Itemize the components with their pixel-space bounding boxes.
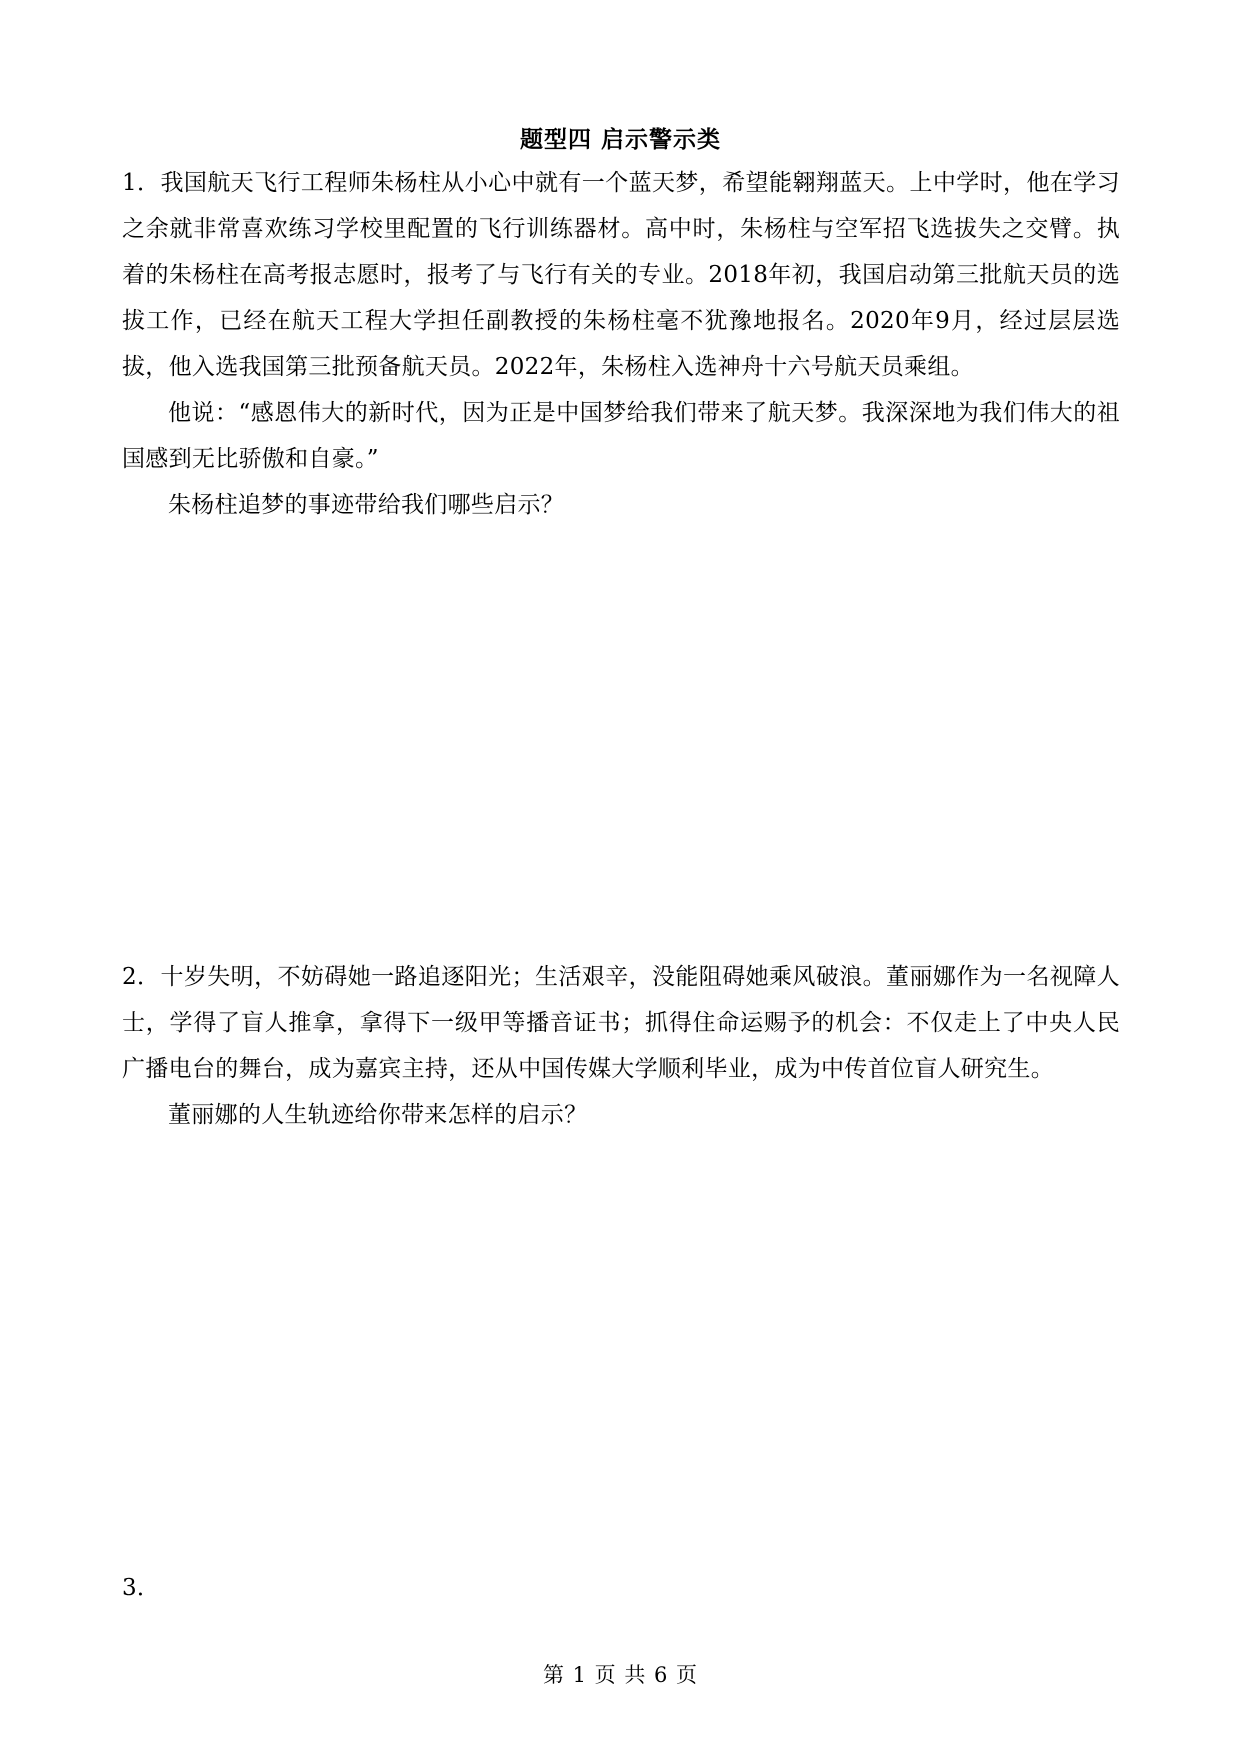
page-title: 题型四 启示警示类: [519, 127, 721, 153]
question-2-body: 2．十岁失明，不妨碍她一路追逐阳光；生活艰辛，没能阻碍她乘风破浪。董丽娜作为一名视障人士，学得了盲人推拿，拿得下一级甲等播音证书；抓得住命运赐予的机会：不仅走上了中央人民广播电台的舞台，成为嘉宾主持，还从中国传媒大学顺利毕业，成为中传首位盲人研究生。: [122, 964, 1120, 1082]
page-footer: 第 1 页 共 6 页: [542, 1663, 699, 1687]
question-1-quote: 他说：“感恩伟大的新时代，因为正是中国梦给我们带来了航天梦。我深深地为我们伟大的祖国感到无比骄傲和自豪。”: [122, 400, 1120, 472]
question-3: [122, 1565, 1120, 1611]
question-3-number: 3．: [122, 1575, 161, 1601]
question-1-body: 1．我国航天飞行工程师朱杨柱从小心中就有一个蓝天梦，希望能翱翔蓝天。上中学时，他在学习之余就非常喜欢练习学校里配置的飞行训练器材。高中时，朱杨柱与空军招飞选拔失之交臂。执着的朱杨柱在高考报志愿时，报考了与飞行有关的专业。2018年初，我国启动第三批航天员的选拔工作，已经在航天工程大学担任副教授的朱杨柱毫不犹豫地报名。2020年9月，经过层层选拔，他入选我国第三批预备航天员。2022年，朱杨柱入选神舟十六号航天员乘组。: [122, 170, 1120, 380]
question-2-prompt: 董丽娜的人生轨迹给你带来怎样的启示？: [168, 1102, 588, 1128]
question-1-prompt: 朱杨柱追梦的事迹带给我们哪些启示？: [168, 492, 565, 518]
question-1: [122, 160, 1120, 528]
question-2: [122, 954, 1120, 1138]
